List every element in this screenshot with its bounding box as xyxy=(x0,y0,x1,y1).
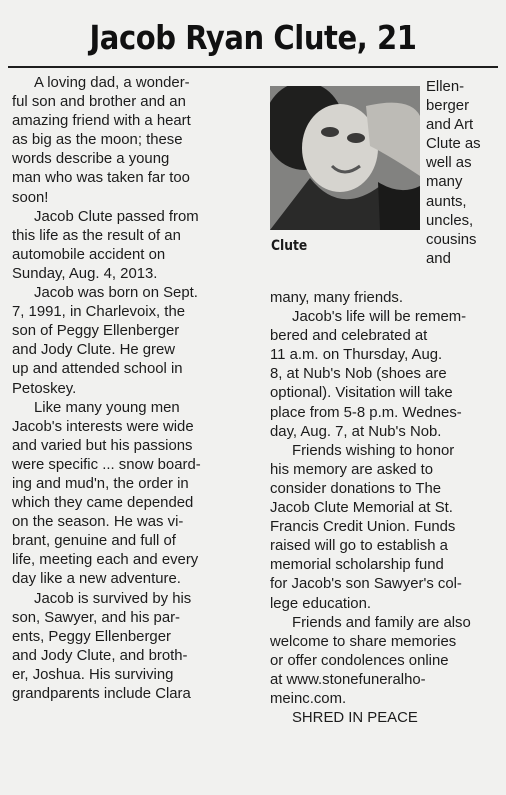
text-line: cousins xyxy=(426,231,477,248)
text-line: 7, 1991, in Charlevoix, the xyxy=(12,304,186,321)
text-line: and Art xyxy=(426,117,474,134)
text-line: automobile accident on xyxy=(12,246,166,263)
text-line: grandparents include Clara xyxy=(12,686,191,702)
text-line: Francis Credit Union. Funds xyxy=(270,519,456,536)
right-wrap-column xyxy=(426,78,506,269)
portrait-image xyxy=(270,86,420,230)
text-line: 8, at Nub's Nob (shoes are xyxy=(270,366,447,383)
text-line: day, Aug. 7, at Nub's Nob. xyxy=(270,423,442,440)
text-line: Jacob Clute passed from xyxy=(34,208,199,225)
text-line: A loving dad, a wonder- xyxy=(34,75,190,91)
text-line: consider donations to The xyxy=(270,480,442,497)
text-line: man who was taken far too xyxy=(12,170,190,187)
text-line: aunts, xyxy=(426,193,467,210)
text-line: berger xyxy=(426,98,470,115)
text-line: Like many young men xyxy=(34,399,180,416)
text-line: ents, Peggy Ellenberger xyxy=(12,628,171,645)
text-line: were specific ... snow board- xyxy=(12,456,201,473)
text-line: many, many friends. xyxy=(270,290,403,306)
text-line: his memory are asked to xyxy=(270,461,434,478)
text-line: well as xyxy=(426,155,472,172)
photo-caption: Clute xyxy=(271,238,308,254)
text-line: uncles, xyxy=(426,212,474,229)
text-line: son, Sawyer, and his par- xyxy=(12,609,181,626)
text-line: meinc.com. xyxy=(270,690,347,707)
text-line: which they came depended xyxy=(12,495,194,512)
obituary-headline: Jacob Ryan Clute, 21 xyxy=(89,18,417,57)
text-line: Friends and family are also xyxy=(292,614,471,631)
text-line: son of Peggy Ellenberger xyxy=(12,323,180,340)
headline-rule xyxy=(8,66,498,68)
text-line: lege education. xyxy=(270,595,372,612)
left-column xyxy=(12,74,256,704)
text-line: and Jody Clute, and broth- xyxy=(12,647,188,664)
text-line: welcome to share memories xyxy=(270,633,457,650)
text-line: amazing friend with a heart xyxy=(12,113,191,130)
text-line: er, Joshua. His surviving xyxy=(12,666,174,683)
text-line: Friends wishing to honor xyxy=(292,442,455,459)
text-line: life, meeting each and every xyxy=(12,552,199,569)
text-line: words describe a young xyxy=(12,151,170,168)
text-line: for Jacob's son Sawyer's col- xyxy=(270,576,462,593)
text-line: many xyxy=(426,174,463,191)
text-line: place from 5-8 p.m. Wednes- xyxy=(270,404,462,421)
text-line: Sunday, Aug. 4, 2013. xyxy=(12,265,158,282)
text-line: at www.stonefuneralho- xyxy=(270,671,426,688)
text-line: soon! xyxy=(12,189,49,206)
text-line: Petoskey. xyxy=(12,380,77,397)
text-line: Jacob was born on Sept. xyxy=(34,285,198,302)
text-line: bered and celebrated at xyxy=(270,328,428,345)
text-line: on the season. He was vi- xyxy=(12,514,184,531)
text-line: Jacob is survived by his xyxy=(34,590,192,607)
text-line: up and attended school in xyxy=(12,361,183,378)
text-line: brant, genuine and full of xyxy=(12,533,176,550)
text-line: ful son and brother and an xyxy=(12,94,186,111)
text-line: and xyxy=(426,250,451,267)
text-line: as big as the moon; these xyxy=(12,132,183,149)
text-line: Jacob's interests were wide xyxy=(12,418,194,435)
text-line: Jacob Clute Memorial at St. xyxy=(270,500,453,517)
text-line: optional). Visitation will take xyxy=(270,385,453,402)
text-line: 11 a.m. on Thursday, Aug. xyxy=(270,347,443,364)
text-line: and Jody Clute. He grew xyxy=(12,342,176,359)
portrait-photo xyxy=(270,86,420,230)
text-line: Ellen- xyxy=(426,79,465,95)
text-line: raised will go to establish a xyxy=(270,538,448,555)
text-line: Clute as xyxy=(426,136,481,153)
text-line: Jacob's life will be remem- xyxy=(292,309,467,326)
text-line: and varied but his passions xyxy=(12,437,193,454)
text-line: day like a new adventure. xyxy=(12,571,181,588)
text-line: SHRED IN PEACE xyxy=(292,710,418,727)
text-line: this life as the result of an xyxy=(12,227,181,244)
text-line: ing and mud'n, the order in xyxy=(12,475,189,492)
text-line: memorial scholarship fund xyxy=(270,557,444,574)
text-line: or offer condolences online xyxy=(270,652,449,669)
right-column xyxy=(270,289,506,728)
